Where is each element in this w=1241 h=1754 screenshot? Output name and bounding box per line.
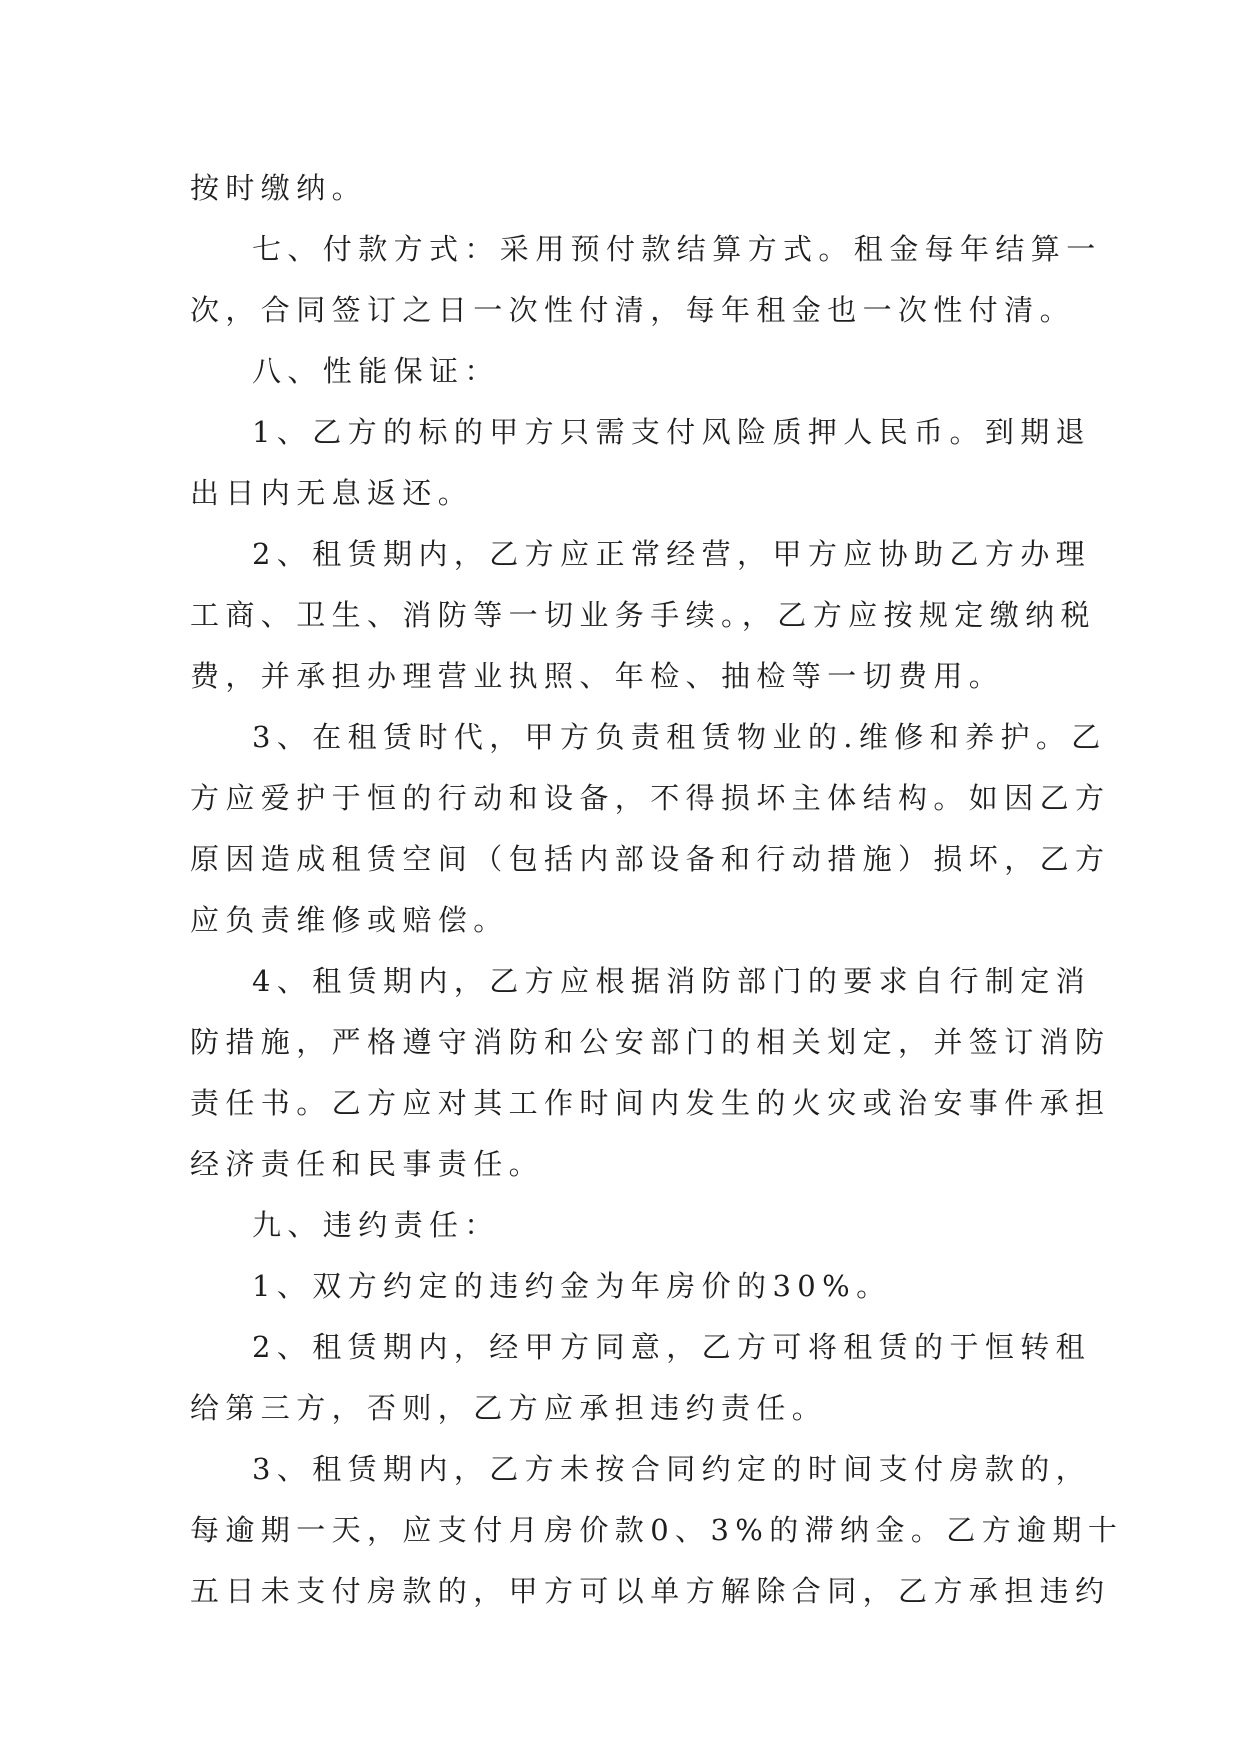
section-heading: 九、违约责任： [252, 1208, 500, 1242]
text-line: 五日未支付房款的，甲方可以单方解除合同，乙方承担违约 [190, 1574, 1111, 1608]
text-line: 经济责任和民事责任。 [190, 1147, 545, 1181]
text-line: 4、租赁期内，乙方应根据消防部门的要求自行制定消 [252, 964, 1092, 998]
text-line: 费，并承担办理营业执照、年检、抽检等一切费用。 [190, 659, 1005, 693]
text-line: 方应爱护于恒的行动和设备，不得损坏主体结构。如因乙方 [190, 781, 1111, 815]
text-line: 七、付款方式：采用预付款结算方式。租金每年结算一 [252, 232, 1102, 266]
text-line: 出日内无息返还。 [190, 476, 474, 510]
section-heading: 八、性能保证： [252, 354, 500, 388]
text-line: 1、乙方的标的甲方只需支付风险质押人民币。到期退 [252, 415, 1092, 449]
text-line: 2、租赁期内，乙方应正常经营，甲方应协助乙方办理 [252, 537, 1092, 571]
text-line: 工商、卫生、消防等一切业务手续。，乙方应按规定缴纳税 [190, 598, 1096, 632]
text-line: 应负责维修或赔偿。 [190, 903, 509, 937]
text-line: 责任书。乙方应对其工作时间内发生的火灾或治安事件承担 [190, 1086, 1111, 1120]
text-line: 2、租赁期内，经甲方同意，乙方可将租赁的于恒转租 [252, 1330, 1092, 1364]
text-line: 次，合同签订之日一次性付清，每年租金也一次性付清。 [190, 293, 1076, 327]
text-line: 3、在租赁时代，甲方负责租赁物业的.维修和养护。乙 [252, 720, 1107, 754]
text-line: 3、租赁期内，乙方未按合同约定的时间支付房款的， [252, 1452, 1092, 1486]
text-line: 给第三方，否则，乙方应承担违约责任。 [190, 1391, 828, 1425]
text-line: 每逾期一天，应支付月房价款0、3%的滞纳金。乙方逾期十 [190, 1513, 1124, 1547]
text-line: 1、双方约定的违约金为年房价的30%。 [252, 1269, 892, 1303]
text-line: 原因造成租赁空间（包括内部设备和行动措施）损坏，乙方 [190, 842, 1111, 876]
text-line: 按时缴纳。 [190, 171, 368, 205]
text-line: 防措施，严格遵守消防和公安部门的相关划定，并签订消防 [190, 1025, 1111, 1059]
document-body [190, 158, 1124, 1622]
